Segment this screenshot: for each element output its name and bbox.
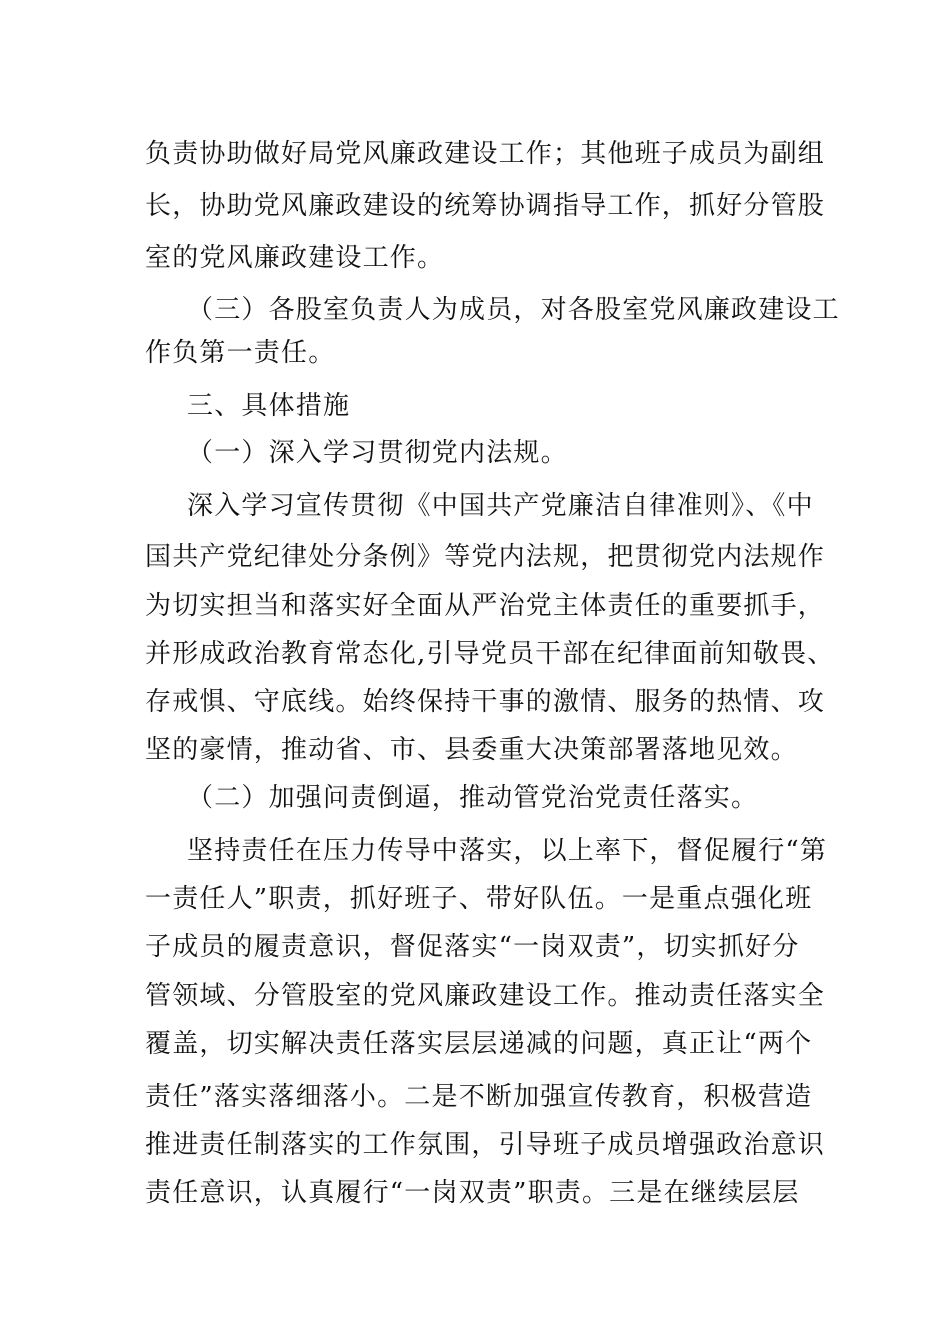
text-line: 坚的豪情，推动省、市、县委重大决策部署落地见效。 [145, 735, 798, 765]
text-line: 存戒惧、守底线。始终保持干事的激情、服务的热情、攻 [145, 687, 826, 717]
subsection-heading: （二）加强问责倒逼，推动管党治党责任落实。 [187, 783, 759, 813]
text-line: 并形成政治教育常态化,引导党员干部在纪律面前知敬畏、 [145, 639, 835, 669]
text-line: 长，协助党风廉政建设的统筹协调指导工作，抓好分管股 [145, 191, 826, 221]
text-line: 一责任人”职责，抓好班子、带好队伍。一是重点强化班 [145, 884, 813, 914]
text-line: 责任意识，认真履行“一岗双责”职责。三是在继续层层 [145, 1178, 800, 1208]
text-line: 坚持责任在压力传导中落实，以上率下，督促履行“第 [187, 836, 828, 866]
text-line: 子成员的履责意识，督促落实“一岗双责”，切实抓好分 [145, 932, 800, 962]
text-line: 国共产党纪律处分条例》等党内法规，把贯彻党内法规作 [145, 542, 826, 572]
text-line: 推进责任制落实的工作氛围，引导班子成员增强政治意识 [145, 1130, 826, 1160]
subsection-heading: （一）深入学习贯彻党内法规。 [187, 438, 568, 468]
section-heading: 三、具体措施 [187, 391, 351, 421]
text-line: 负责协助做好局党风廉政建设工作；其他班子成员为副组 [145, 139, 826, 169]
text-line: （三）各股室负责人为成员，对各股室党风廉政建设工 [187, 295, 840, 325]
text-line: 作负第一责任。 [145, 338, 336, 368]
text-line: 管领域、分管股室的党风廉政建设工作。推动责任落实全 [145, 981, 826, 1011]
text-line: 深入学习宣传贯彻《中国共产党廉洁自律准则》、《中 [187, 491, 814, 521]
text-line: 责任”落实落细落小。二是不断加强宣传教育，积极营造 [145, 1082, 813, 1112]
text-line: 为切实担当和落实好全面从严治党主体责任的重要抓手， [145, 591, 826, 621]
text-line: 室的党风廉政建设工作。 [145, 243, 445, 273]
text-line: 覆盖，切实解决责任落实层层递减的问题，真正让“两个 [145, 1029, 813, 1059]
